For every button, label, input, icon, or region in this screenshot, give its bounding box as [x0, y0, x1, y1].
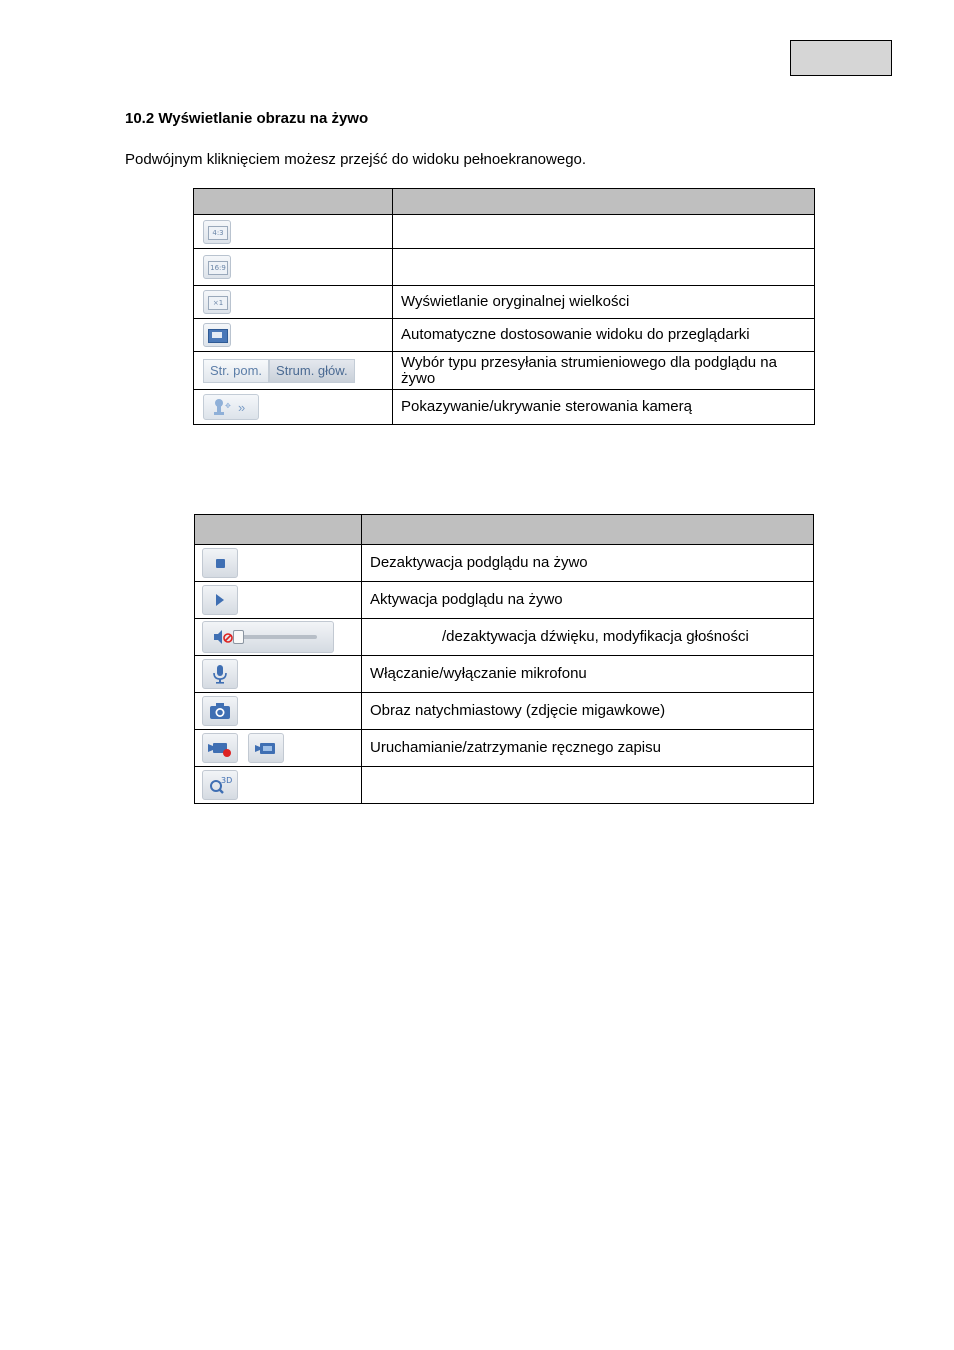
table-row [194, 390, 815, 425]
main-stream-button[interactable]: Strum. głów. [269, 359, 355, 383]
description-cell: Wybór typu przesyłania strumieniowego dla podglądu na żywo [393, 352, 815, 390]
description-cell: Włączanie/wyłączanie mikrofonu [362, 656, 814, 693]
record-start-button[interactable] [202, 733, 238, 763]
zoom-3d-icon [207, 774, 233, 796]
view-controls-table [193, 188, 815, 425]
table-row [194, 286, 815, 319]
section-heading: 10.2 Wyświetlanie obrazu na żywo [125, 110, 369, 127]
zoom-3d-button[interactable] [202, 770, 238, 800]
icon-cell [194, 319, 393, 352]
table-header-row [194, 189, 815, 215]
aspect-16-9-button[interactable] [203, 255, 231, 279]
record-start-icon [207, 738, 233, 758]
chevron-right-icon: » [238, 399, 246, 415]
microphone-button[interactable] [202, 659, 238, 689]
icon-cell [194, 215, 393, 249]
icon-cell [195, 656, 362, 693]
icon-cell [195, 582, 362, 619]
volume-slider-handle[interactable] [233, 630, 244, 644]
table-row [195, 545, 814, 582]
table-row [194, 352, 815, 390]
description-cell [393, 215, 815, 249]
aspect-4-3-icon: 4:3 [208, 226, 228, 240]
volume-control [202, 621, 334, 653]
sub-stream-button[interactable]: Str. pom. [203, 359, 269, 383]
ptz-camera-icon [212, 397, 232, 417]
description-cell: Automatyczne dostosowanie widoku do przeglądarki [393, 319, 815, 352]
description-cell: Uruchamianie/zatrzymanie ręcznego zapisu [362, 730, 814, 767]
description-cell [393, 249, 815, 286]
table-row [195, 582, 814, 619]
description-cell: Dezaktywacja podglądu na żywo [362, 545, 814, 582]
ptz-toggle-button[interactable] [203, 394, 259, 420]
description-cell: Aktywacja podglądu na żywo [362, 582, 814, 619]
volume-mute-icon[interactable] [213, 629, 233, 645]
record-stop-button[interactable] [248, 733, 284, 763]
page-number-box [790, 40, 892, 76]
fit-browser-icon [208, 329, 228, 343]
fit-browser-button[interactable] [203, 323, 231, 347]
stop-button[interactable] [202, 548, 238, 578]
stream-select [203, 359, 355, 383]
table-row [195, 767, 814, 804]
icon-cell [195, 693, 362, 730]
play-icon [216, 594, 224, 606]
icon-cell [195, 619, 362, 656]
stop-icon [216, 559, 225, 568]
description-cell: Pokazywanie/ukrywanie sterowania kamerą [393, 390, 815, 425]
table-row [194, 215, 815, 249]
microphone-icon [212, 664, 228, 684]
camera-snapshot-icon [209, 702, 231, 720]
table-row [195, 619, 814, 656]
live-controls-table [194, 514, 814, 804]
icon-cell [195, 545, 362, 582]
description-cell: /dezaktywacja dźwięku, modyfikacja głośności [362, 619, 814, 656]
intro-paragraph: Podwójnym kliknięciem możesz przejść do widoku pełnoekranowego. [125, 151, 587, 168]
zoom-3d-label: 3D [221, 776, 233, 785]
description-cell: Wyświetlanie oryginalnej wielkości [393, 286, 815, 319]
table-row [194, 319, 815, 352]
description-cell: Obraz natychmiastowy (zdjęcie migawkowe) [362, 693, 814, 730]
icon-cell [195, 767, 362, 804]
header-cell [362, 515, 814, 545]
header-cell [393, 189, 815, 215]
icon-cell [194, 249, 393, 286]
play-button[interactable] [202, 585, 238, 615]
icon-cell [194, 286, 393, 319]
aspect-4-3-button[interactable] [203, 220, 231, 244]
svg-text:✥: ✥ [225, 402, 231, 410]
original-size-button[interactable] [203, 290, 231, 314]
description-cell [362, 767, 814, 804]
header-cell [194, 189, 393, 215]
record-icon [253, 738, 279, 758]
original-size-icon: ×1 [208, 296, 228, 310]
icon-cell [194, 352, 393, 390]
volume-slider[interactable] [237, 635, 317, 639]
snapshot-button[interactable] [202, 696, 238, 726]
table-header-row [195, 515, 814, 545]
header-cell [195, 515, 362, 545]
table-row [194, 249, 815, 286]
table-row [195, 693, 814, 730]
table-row [195, 730, 814, 767]
aspect-16-9-icon: 16:9 [208, 261, 228, 275]
icon-cell [194, 390, 393, 425]
table-row [195, 656, 814, 693]
icon-cell [195, 730, 362, 767]
